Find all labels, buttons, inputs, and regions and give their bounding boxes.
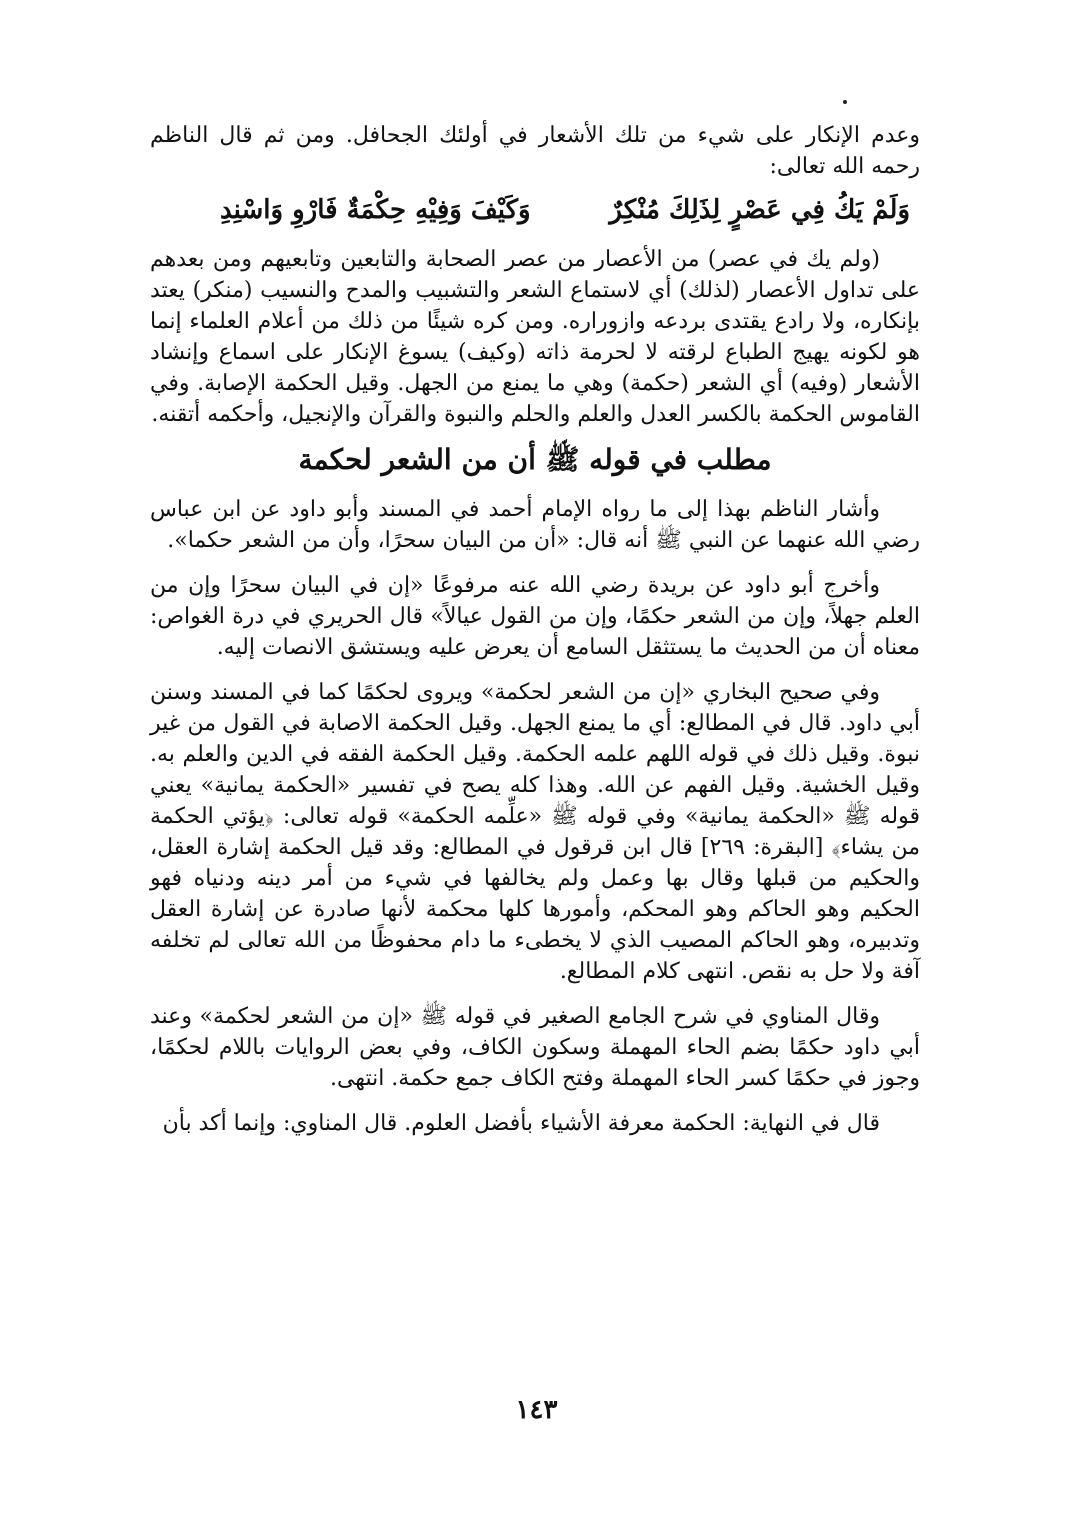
page-body: [150, 120, 920, 1139]
paragraph-2: وأخرج أبو داود عن بريدة رضي الله عنه مرفوعًا «إن في البيان سحرًا وإن من العلم جهلاً، وإن من الشعر حكمًا، وإن من القول عيالاً» قال الحريري في درة الغواص: معناه أن من الحديث ما يستثقل السامع أن يعرض عليه ويستشق الانصات إليه.: [150, 573, 920, 660]
paragraph-4: وقال المناوي في شرح الجامع الصغير في قوله ﷺ «إن من الشعر لحكمة» وعند أبي داود حكمًا بضم الحاء المهملة وسكون الكاف، وفي بعض الروايات باللام لحكمًا، وجوز في حكمًا كسر الحاء المهملة وفتح الكاف جمع حكمة. انتهى.: [150, 1004, 920, 1091]
commentary-paragraph: (ولم يك في عصر) من الأعصار من عصر الصحابة والتابعين وتابعيهم ومن بعدهم على تداول الأعصار (لذلك) أي لاستماع الشعر والتشبيب والمدح والنسيب (منكر) يعتد بإنكاره، ولا رادع يقتدى بردعه وازوراره. ومن كره شيئًا من ذلك من أعلام العلماء إنما هو لكونه يهيج الطباع لرقته لا لحرمة ذاته (وكيف) يسوغ الإنكار على اسماع وإنشاد الأشعار (وفيه) أي الشعر (حكمة) وهي ما يمنع من الجهل. وقيل الحكمة الإصابة. وفي القاموس الحكمة بالكسر العدل والعلم والحلم والنبوة والقرآن والإنجيل، وأحكمه أتقنه.: [150, 247, 920, 427]
intro-paragraph: وعدم الإنكار على شيء من تلك الأشعار في أولئك الجحافل. ومن ثم قال الناظم رحمه الله تعالى:: [150, 123, 920, 179]
section-heading: مطلب في قوله ﷺ أن من الشعر لحكمة: [298, 443, 772, 476]
page-number: ١٤٣: [515, 1395, 558, 1425]
verse-second-hemistich: وَكَيْفَ وَفِيْهِ حِكْمَةٌ فَارْوِ وَاسْنِدِ: [220, 195, 531, 225]
paragraph-5: قال في النهاية: الحكمة معرفة الأشياء بأفضل العلوم. قال المناوي: وإنما أكد بأن: [162, 1111, 880, 1136]
ink-dot: [843, 100, 847, 104]
paragraph-3: وفي صحيح البخاري «إن من الشعر لحكمة» ويروى لحكمًا كما في المسند وسنن أبي داود. قال في المطالع: أي ما يمنع الجهل. وقيل الحكمة الاصابة في القول من غير نبوة. وقيل ذلك في قوله اللهم علمه الحكمة. وقيل الحكمة الفقه في الدين والعلم به. وقيل الخشية. وقيل الفهم عن الله. وهذا كله يصح في تفسير «الحكمة يمانية» يعني قوله ﷺ «الحكمة يمانية» وفي قوله ﷺ «علِّمه الحكمة» قوله تعالى: ﴿يؤتي الحكمة من يشاء﴾ [البقرة: ٢٦٩] قال ابن قرقول في المطالع: وقد قيل الحكمة إشارة العقل، والحكيم من قبلها وقال بها وعمل ولم يخالفها في شيء من أمر دينه ودنياه فهو الحكيم وهو الحاكم وهو المحكم، وأمورها كلها محكمة لأنها صادرة عن إشارة العقل وتدبيره، وهو الحاكم المصيب الذي لا يخطىء ما دام محفوظًا من الله تعالى لم تخلفه آفة ولا حل به نقص. انتهى كلام المطالع.: [150, 680, 920, 984]
verse-first-hemistich: وَلَمْ يَكُ فِي عَصْرٍ لِذَلِكَ مُنْكِرٌ: [609, 195, 910, 225]
poem-verse: [220, 190, 910, 230]
paragraph-1: وأشار الناظم بهذا إلى ما رواه الإمام أحمد في المسند وأبو داود عن ابن عباس رضي الله عنهما عن النبي ﷺ أنه قال: «أن من البيان سحرًا، وأن من الشعر حكما».: [150, 497, 920, 553]
